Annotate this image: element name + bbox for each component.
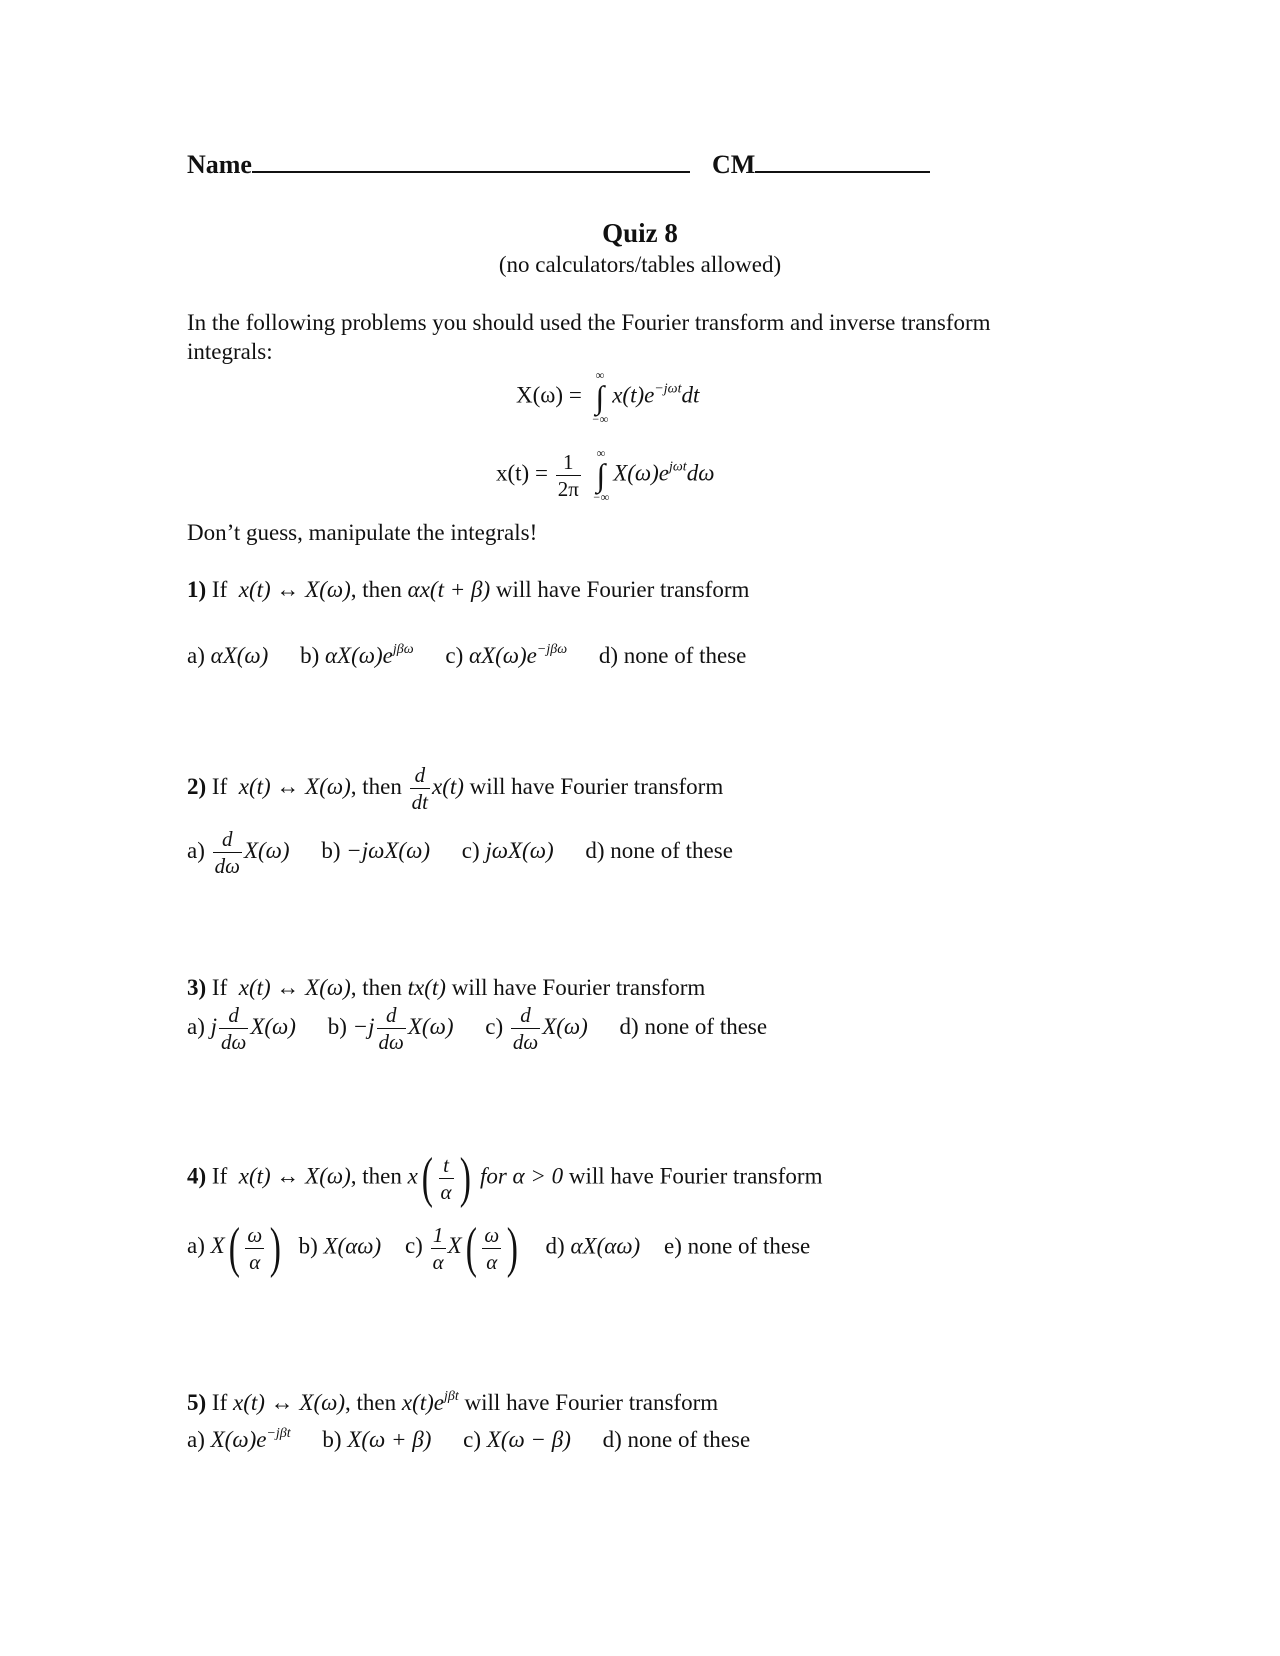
right-paren: ) [459, 1147, 471, 1209]
frac-numerator: d [219, 1002, 248, 1029]
question-5-options [187, 1427, 750, 1453]
ft-dt: dt [681, 382, 700, 408]
option-label: c) [463, 1427, 482, 1452]
question-1 [187, 577, 749, 603]
frac-denominator: dω [512, 1030, 539, 1054]
derivative-fraction [511, 1002, 540, 1055]
option-label: d) [545, 1233, 565, 1259]
q1-option-c[interactable] [445, 643, 567, 668]
one-over-alpha [431, 1222, 446, 1275]
q5-expression: x(t)e [401, 1390, 445, 1415]
w-over-alpha [482, 1222, 501, 1275]
q2-derivative [410, 762, 430, 815]
option-label: a) [187, 1427, 205, 1452]
right-paren: ) [269, 1217, 282, 1279]
option-value: X(ω) [250, 1013, 296, 1039]
q5-exponent: jβt [444, 1389, 459, 1404]
option-value: X(ω − β) [486, 1427, 571, 1452]
question-4-options [187, 1217, 811, 1279]
frac-denominator: dt [411, 790, 428, 814]
integral-sign: ∞ ∫ −∞ [592, 446, 610, 504]
frac-denominator: α [249, 1249, 261, 1274]
question-2 [187, 762, 723, 815]
option-value: αX(ω)e [469, 643, 537, 668]
q3-option-d[interactable]: d) none of these [619, 1013, 768, 1039]
option-value: αX(ω) [210, 643, 269, 668]
option-label: a) [187, 1233, 205, 1259]
ift-integrand: X(ω)e [613, 460, 670, 486]
q4-if: If [211, 1163, 228, 1189]
q1-expression: αx(t + β) [407, 577, 491, 602]
q1-option-a[interactable] [187, 643, 268, 668]
left-paren: ( [228, 1217, 240, 1279]
frac-numerator: ω [484, 1222, 500, 1247]
q5-option-c[interactable] [463, 1427, 571, 1452]
cm-label: CM [712, 150, 756, 179]
q1-if: If [211, 577, 228, 602]
frac-denominator: dω [221, 1030, 247, 1054]
option-value: X(ω) [542, 1013, 588, 1039]
frac-denominator: 2π [557, 476, 579, 501]
option-value: jωX(ω) [485, 837, 554, 863]
q2-then: , then [350, 773, 402, 799]
left-paren: ( [421, 1147, 433, 1209]
q3-pair: x(t) ↔ X(ω) [238, 975, 351, 1000]
integral-upper-limit: ∞ [595, 368, 605, 382]
question-3-options [187, 1002, 767, 1055]
cm-field[interactable] [712, 150, 930, 180]
question-3 [187, 975, 705, 1001]
q1-tail: will have Fourier transform [495, 577, 750, 602]
q1-pair: x(t) ↔ X(ω) [238, 577, 351, 602]
q4-tail: will have Fourier transform [568, 1163, 823, 1189]
option-label: b) [327, 1013, 347, 1039]
q5-option-b[interactable] [322, 1427, 431, 1452]
name-label: Name [187, 150, 252, 179]
right-paren: ) [506, 1217, 519, 1279]
inverse-transform-formula [496, 446, 714, 504]
option-label: b) [321, 837, 341, 863]
frac-denominator: dω [214, 854, 240, 878]
option-value: X [447, 1233, 462, 1259]
q3-expression: tx(t) [407, 975, 446, 1000]
q3-tail: will have Fourier transform [451, 975, 706, 1000]
ift-exponent: jωt [669, 459, 687, 475]
option-label: c) [461, 837, 480, 863]
derivative-fraction [219, 1002, 248, 1055]
q1-then: , then [350, 577, 402, 602]
derivative-fraction [213, 826, 242, 879]
quiz-title: Quiz 8 [602, 218, 678, 248]
q4-option-b[interactable] [299, 1233, 382, 1258]
option-value: αX(ω)e [324, 643, 393, 668]
option-value: X(ω) [407, 1013, 454, 1039]
frac-denominator: dω [378, 1030, 404, 1054]
option-label: a) [187, 643, 205, 668]
option-value: X(αω) [323, 1233, 382, 1259]
ift-dw: dω [686, 460, 715, 486]
name-field[interactable] [187, 150, 690, 180]
frac-numerator: 1 [431, 1222, 446, 1249]
ft-lhs: X(ω) = [516, 382, 582, 408]
option-prefix: j [210, 1013, 218, 1039]
q4-option-e[interactable]: e) none of these [663, 1233, 811, 1259]
q4-condition: for α > 0 [479, 1163, 564, 1189]
warning-text: Don’t guess, manipulate the integrals! [187, 520, 538, 545]
q2-if: If [211, 773, 228, 799]
frac-denominator: α [432, 1249, 444, 1274]
ft-exponent: −jωt [654, 381, 682, 397]
q2-pair: x(t) ↔ X(ω) [238, 773, 351, 799]
frac-denominator: α [486, 1249, 498, 1274]
q4-x: x [407, 1163, 418, 1189]
frac-numerator: ω [247, 1222, 263, 1247]
question-4-number: 4) [187, 1163, 207, 1189]
q5-if: If [211, 1390, 228, 1415]
intro-line-1: In the following problems you should used the Fourier transform and inverse transform [187, 310, 991, 335]
integral-sign: ∞ ∫ −∞ [591, 368, 609, 426]
question-4 [187, 1147, 823, 1209]
q4-option-c[interactable] [404, 1217, 522, 1279]
q2-tail: will have Fourier transform [469, 773, 724, 799]
q4-t-over-alpha [439, 1152, 454, 1205]
intro-line-2: integrals: [187, 339, 273, 364]
q4-option-d[interactable] [546, 1233, 641, 1258]
q4-pair: x(t) ↔ X(ω) [238, 1163, 351, 1189]
ift-lhs: x(t) = [496, 460, 548, 486]
q5-option-a[interactable] [187, 1427, 291, 1452]
q4-option-a[interactable] [187, 1217, 285, 1279]
q1-option-d[interactable]: d) none of these [598, 643, 747, 668]
integral-lower-limit: −∞ [592, 490, 610, 504]
option-label: b) [322, 1427, 342, 1452]
q5-tail: will have Fourier transform [464, 1390, 719, 1415]
ft-integrand: x(t)e [612, 382, 655, 408]
option-label: b) [300, 643, 320, 668]
frac-numerator: d [511, 1002, 540, 1029]
frac-numerator: d [377, 1002, 406, 1029]
q1-option-b[interactable] [300, 643, 414, 668]
option-value: X(ω) [243, 837, 290, 863]
option-label: b) [298, 1233, 318, 1259]
left-paren: ( [465, 1217, 477, 1279]
q2-option-d[interactable]: d) none of these [585, 837, 733, 863]
option-value: αX(αω) [570, 1233, 641, 1259]
q3-if: If [211, 975, 228, 1000]
question-1-number: 1) [187, 577, 207, 602]
q5-pair: x(t) ↔ X(ω) [233, 1390, 346, 1415]
option-label: c) [445, 643, 464, 668]
frac-denominator: α [440, 1179, 452, 1204]
q5-option-d[interactable]: d) none of these [602, 1427, 751, 1452]
option-value: X(ω)e [210, 1427, 267, 1452]
q3-then: , then [350, 975, 402, 1000]
option-prefix: −j [352, 1013, 375, 1039]
question-3-number: 3) [187, 975, 207, 1000]
integral-lower-limit: −∞ [591, 412, 609, 426]
name-blank[interactable] [252, 153, 690, 173]
option-exponent: −jβω [536, 642, 568, 657]
q2-option-c[interactable] [462, 838, 554, 863]
frac-numerator: t [439, 1152, 454, 1179]
integral-upper-limit: ∞ [596, 446, 606, 460]
question-5 [187, 1390, 718, 1416]
quiz-subtitle: (no calculators/tables allowed) [498, 252, 782, 277]
option-exponent: jβω [392, 642, 414, 657]
w-over-alpha [245, 1222, 264, 1275]
q2-expression: x(t) [431, 773, 464, 799]
cm-blank[interactable] [755, 153, 930, 173]
frac-numerator: d [410, 762, 430, 789]
question-2-number: 2) [187, 773, 207, 799]
fourier-transform-formula [516, 368, 699, 426]
option-value: X [210, 1233, 225, 1259]
one-over-two-pi [556, 449, 581, 502]
question-2-options [187, 826, 733, 879]
option-exponent: −jβt [266, 1426, 291, 1441]
option-value: X(ω + β) [347, 1427, 432, 1452]
q5-then: , then [345, 1390, 397, 1415]
option-value: −jωX(ω) [346, 837, 430, 863]
q4-then: , then [350, 1163, 402, 1189]
question-1-options [187, 643, 746, 669]
option-label: a) [187, 837, 205, 863]
q2-option-b[interactable] [321, 838, 430, 863]
frac-numerator: d [213, 826, 242, 853]
question-5-number: 5) [187, 1390, 207, 1415]
option-label: c) [485, 1013, 504, 1039]
derivative-fraction [377, 1002, 406, 1055]
frac-numerator: 1 [556, 449, 581, 476]
option-label: a) [187, 1013, 205, 1039]
option-label: c) [404, 1233, 423, 1259]
